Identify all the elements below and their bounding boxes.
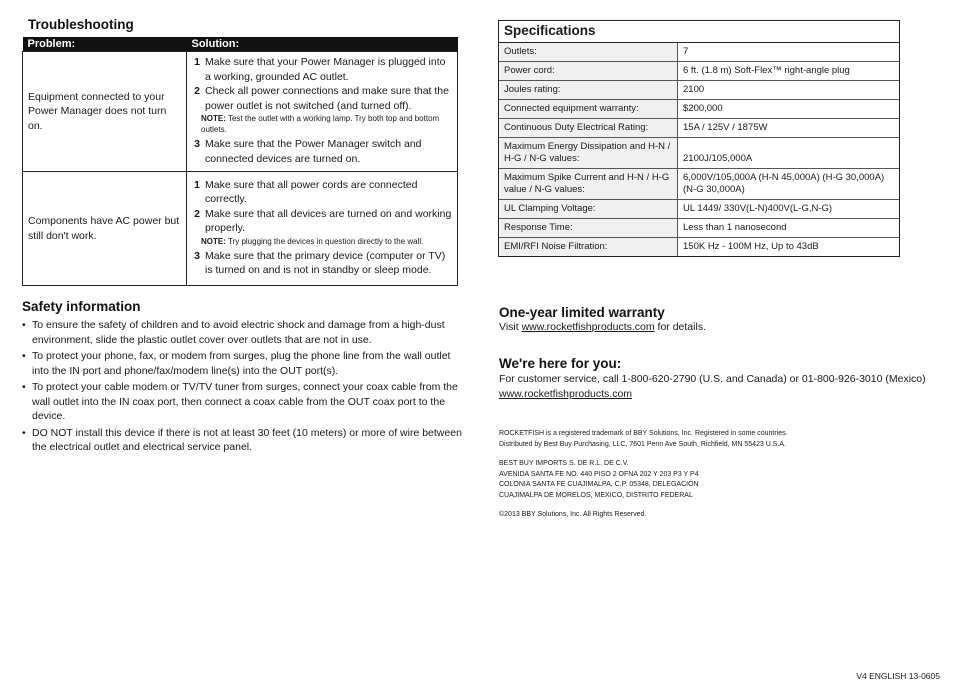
help-phone-text: For customer service, call 1-800-620-2790 (U.S. and Canada) or 01-800-926-3010 (Mexico)	[499, 373, 926, 385]
solution-cell	[187, 52, 458, 172]
warranty-link[interactable]: www.rocketfishproducts.com	[521, 321, 655, 333]
safety-item: • DO NOT install this device if there is not at least 30 feet (10 meters) or more of wire between the electrical outlet and electrical service panel.	[22, 426, 467, 455]
spec-value: $200,000	[678, 100, 900, 119]
warranty-text: Visit www.rocketfishproducts.com for details.	[499, 321, 706, 333]
safety-item: • To protect your cable modem or TV/TV tuner from surges, connect your coax cable from the wall outlet into the IN coax port, then connect a coax cable from the OUT coax port to the device.	[22, 380, 467, 424]
help-link[interactable]: www.rocketfishproducts.com	[499, 387, 633, 400]
spec-row	[499, 81, 899, 100]
spec-value: 2100J/105,000A	[678, 138, 900, 169]
problem-cell: Equipment connected to your Power Manager does not turn on.	[23, 52, 187, 172]
spec-row	[499, 238, 899, 257]
troubleshooting-row	[23, 52, 458, 172]
spec-value: 15A / 125V / 1875W	[678, 119, 900, 138]
spec-label: Response Time:	[499, 219, 678, 238]
copyright: ©2013 BBY Solutions, Inc. All Rights Reserved.	[499, 511, 647, 518]
spec-label: Joules rating:	[499, 81, 678, 100]
solution-note: NOTE: Try plugging the devices in question directly to the wall.	[201, 236, 424, 246]
solution-cell	[187, 172, 458, 286]
address-line: BEST BUY IMPORTS S. DE R.L. DE C.V.	[499, 460, 629, 467]
address-line: CUAJIMALPA DE MORELOS, MEXICO, DISTRITO FEDERAL	[499, 491, 693, 499]
troubleshooting-header-row	[23, 37, 458, 52]
spec-value: 6,000V/105,000A (H-N 45,000A) (H-G 30,000A) (N-G 30,000A)	[678, 169, 900, 200]
spec-row	[499, 200, 899, 219]
solution-step: 3 Make sure that the Power Manager switch and connected devices are turned on.	[194, 138, 422, 165]
spec-row	[499, 62, 899, 81]
spec-value: UL 1449/ 330V(L-N)400V(L-G,N-G)	[678, 200, 900, 219]
help-text	[499, 372, 929, 401]
troubleshooting-title: Troubleshooting	[28, 17, 134, 32]
solution-step: 1 Make sure that your Power Manager is plugged into a working, grounded AC outlet.	[194, 56, 446, 83]
spec-row	[499, 138, 899, 169]
spec-value: Less than 1 nanosecond	[678, 219, 900, 238]
spec-label: EMI/RFI Noise Filtration:	[499, 238, 678, 257]
solution-step: 2 Check all power connections and make sure that the power outlet is not switched (and turned off).	[194, 85, 449, 112]
address-line: COLONIA SANTA FE CUAJIMALPA, C.P. 05348, DELEGACIÓN	[499, 481, 699, 488]
spec-row	[499, 169, 899, 200]
troubleshooting-row	[23, 172, 458, 286]
solution-note: NOTE: Test the outlet with a working lamp. Try both top and bottom outlets.	[201, 114, 440, 134]
troubleshooting-table	[22, 37, 458, 286]
safety-title: Safety information	[22, 299, 141, 314]
spec-row	[499, 219, 899, 238]
solution-step: 1 Make sure that all power cords are connected correctly.	[194, 178, 418, 205]
trademark-notice	[499, 429, 899, 450]
warranty-title: One-year limited warranty	[499, 305, 665, 320]
spec-row	[499, 43, 899, 62]
spec-row	[499, 100, 899, 119]
spec-label: Outlets:	[499, 43, 678, 62]
spec-label: Maximum Energy Dissipation and H-N / H-G / N-G values:	[499, 138, 678, 169]
spec-value: 7	[683, 46, 689, 57]
spec-label: Maximum Spike Current and H-N / H-G value / N-G values:	[499, 169, 678, 200]
address-line: AVENIDA SANTA FE NO. 440 PISO 2 OFNA 202 Y 203 P3 Y P4	[499, 470, 699, 478]
safety-list	[22, 318, 467, 457]
spec-value: 150K Hz - 100M Hz, Up to 43dB	[678, 238, 900, 257]
spec-label: Connected equipment warranty:	[499, 100, 678, 119]
problem-cell: Components have AC power but still don't work.	[23, 172, 187, 286]
spec-row	[499, 119, 899, 138]
help-title: We're here for you:	[499, 356, 622, 371]
solution-step: 2 Make sure that all devices are turned on and working properly.	[194, 207, 452, 234]
mexico-address	[499, 459, 899, 501]
distributor-line: Distributed by Best Buy Purchasing, LLC, 7601 Penn Ave South, Richfield, MN 55423 U.S.A.	[499, 440, 787, 448]
version-label: V4 ENGLISH 13-0605	[856, 671, 940, 681]
specifications-table	[499, 43, 899, 256]
specifications-title: Specifications	[499, 21, 899, 43]
trademark-line: ROCKETFISH is a registered trademark of BBY Solutions, Inc. Registered in some countries.	[499, 430, 788, 437]
spec-value: 6 ft. (1.8 m) Soft-Flex™ right-angle plug	[678, 62, 900, 81]
spec-label: UL Clamping Voltage:	[499, 200, 678, 219]
safety-item: • To ensure the safety of children and to avoid electric shock and damage from a high-dust environment, slide the plastic outlet cover over outlets that are not in use.	[22, 318, 467, 347]
solution-step: 3 Make sure that the primary device (computer or TV) is turned on and is not in standby or sleep mode.	[194, 249, 446, 276]
spec-value: 2100	[678, 81, 900, 100]
spec-label: Continuous Duty Electrical Rating:	[499, 119, 678, 138]
solution-header: Solution:	[187, 37, 458, 52]
specifications-box	[498, 20, 900, 257]
spec-label: Power cord:	[499, 62, 678, 81]
problem-header: Problem:	[23, 37, 187, 52]
safety-item: • To protect your phone, fax, or modem from surges, plug the phone line from the wall outlet into the IN port and phone/fax/modem line(s) into the OUT port(s).	[22, 349, 467, 378]
